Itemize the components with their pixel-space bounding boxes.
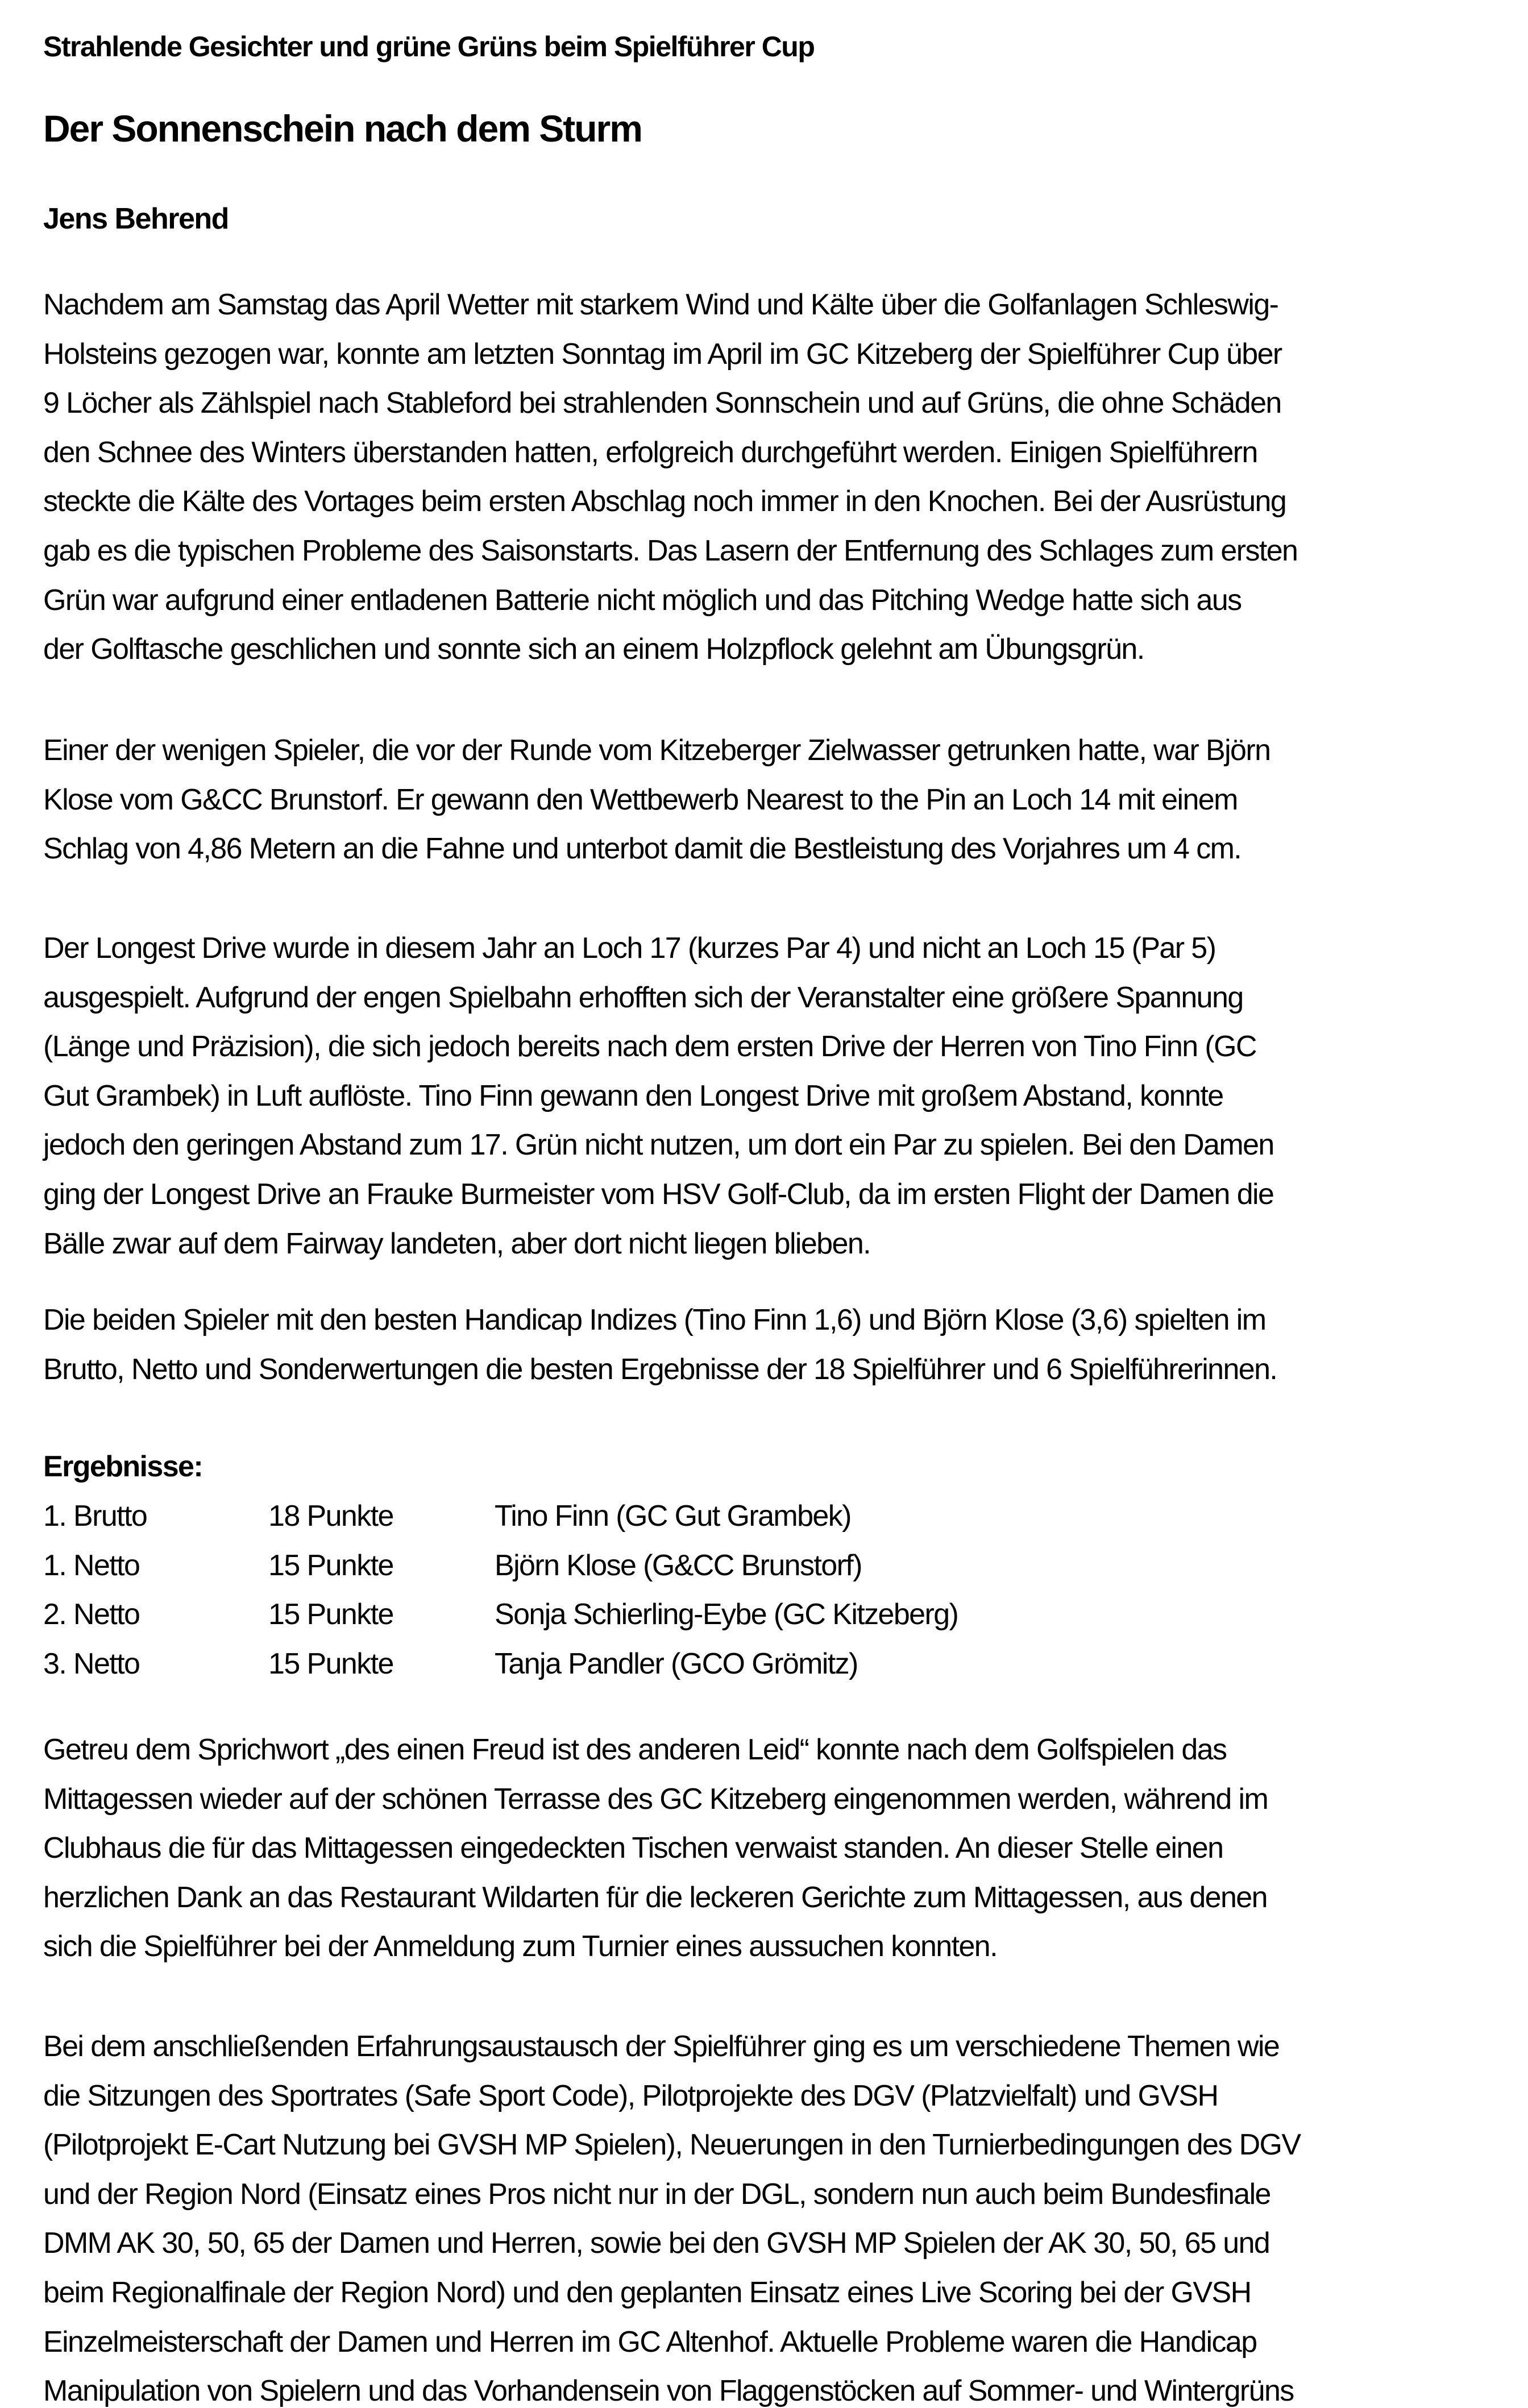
- paragraph-line: Clubhaus die für das Mittagessen eingedeckten Tischen verwaist standen. An dieser Stelle einen: [43, 1832, 1223, 1865]
- paragraph-line: (Pilotprojekt E-Cart Nutzung bei GVSH MP Spielen), Neuerungen in den Turnierbedingungen des DGV: [43, 2128, 1301, 2162]
- paragraph-line: Der Longest Drive wurde in diesem Jahr an Loch 17 (kurzes Par 4) und nicht an Loch 15 (Par 5): [43, 932, 1216, 965]
- paragraph-line: DMM AK 30, 50, 65 der Damen und Herren, sowie bei den GVSH MP Spielen der AK 30, 50, 65 und: [43, 2227, 1270, 2260]
- results-points: 15 Punkte: [268, 1598, 393, 1631]
- paragraph-line: Manipulation von Spielern und das Vorhandensein von Flaggenstöcken auf Sommer- und Wintergrüns: [43, 2374, 1294, 2408]
- paragraph-line: Getreu dem Sprichwort „des einen Freud ist des anderen Leid“ konnte nach dem Golfspielen das: [43, 1733, 1227, 1766]
- paragraph-line: herzlichen Dank an das Restaurant Wildarten für die leckeren Gerichte zum Mittagessen, aus denen: [43, 1880, 1267, 1914]
- paragraph-line: Bälle zwar auf dem Fairway landeten, aber dort nicht liegen blieben.: [43, 1227, 870, 1260]
- article-author: Jens Behrend: [43, 202, 229, 235]
- paragraph-line: Brutto, Netto und Sonderwertungen die besten Ergebnisse der 18 Spielführer und 6 Spielführerinnen.: [43, 1352, 1277, 1386]
- paragraph-line: den Schnee des Winters überstanden hatten, erfolgreich durchgeführt werden. Einigen Spielführern: [43, 435, 1257, 469]
- article-headline: Der Sonnenschein nach dem Sturm: [43, 107, 642, 150]
- results-place: 3. Netto: [43, 1647, 140, 1680]
- paragraph-line: Nachdem am Samstag das April Wetter mit starkem Wind und Kälte über die Golfanlagen Schleswig-: [43, 288, 1278, 321]
- paragraph-line: (Länge und Präzision), die sich jedoch bereits nach dem ersten Drive der Herren von Tino Finn (GC: [43, 1030, 1256, 1064]
- results-points: 18 Punkte: [268, 1500, 393, 1533]
- results-heading: Ergebnisse:: [43, 1450, 203, 1483]
- paragraph-line: jedoch den geringen Abstand zum 17. Grün nicht nutzen, um dort ein Par zu spielen. Bei den Damen: [43, 1128, 1274, 1162]
- paragraph-line: Bei dem anschließenden Erfahrungsaustausch der Spielführer ging es um verschiedene Themen wie: [43, 2030, 1280, 2063]
- results-player: Tino Finn (GC Gut Grambek): [495, 1500, 851, 1533]
- results-player: Tanja Pandler (GCO Grömitz): [495, 1647, 858, 1680]
- paragraph-line: beim Regionalfinale der Region Nord) und den geplanten Einsatz eines Live Scoring bei der GVSH: [43, 2276, 1251, 2309]
- paragraph-line: ausgespielt. Aufgrund der engen Spielbahn erhofften sich der Veranstalter eine größere Spannung: [43, 981, 1243, 1014]
- article-kicker: Strahlende Gesichter und grüne Grüns beim Spielführer Cup: [43, 31, 815, 63]
- results-player: Björn Klose (G&CC Brunstorf): [495, 1548, 862, 1582]
- paragraph-line: ging der Longest Drive an Frauke Burmeister vom HSV Golf-Club, da im ersten Flight der Damen die: [43, 1178, 1274, 1211]
- paragraph-line: Einzelmeisterschaft der Damen und Herren im GC Altenhof. Aktuelle Probleme waren die Handicap: [43, 2325, 1257, 2359]
- results-place: 1. Brutto: [43, 1500, 147, 1533]
- paragraph-line: 9 Löcher als Zählspiel nach Stableford bei strahlenden Sonnschein und auf Grüns, die ohne Schäden: [43, 387, 1281, 420]
- results-points: 15 Punkte: [268, 1647, 393, 1680]
- paragraph-line: Holsteins gezogen war, konnte am letzten Sonntag im April im GC Kitzeberg der Spielführer Cup über: [43, 337, 1282, 371]
- paragraph-line: Die beiden Spieler mit den besten Handicap Indizes (Tino Finn 1,6) und Björn Klose (3,6) spielten im: [43, 1303, 1266, 1336]
- paragraph-line: und der Region Nord (Einsatz eines Pros nicht nur in der DGL, sondern nun auch beim Bundesfinale: [43, 2177, 1270, 2211]
- paragraph-line: Gut Grambek) in Luft auflöste. Tino Finn gewann den Longest Drive mit großem Abstand, konnte: [43, 1079, 1223, 1112]
- paragraph-line: Mittagessen wieder auf der schönen Terrasse des GC Kitzeberg eingenommen werden, während im: [43, 1782, 1268, 1816]
- results-place: 1. Netto: [43, 1548, 140, 1582]
- paragraph-line: Schlag von 4,86 Metern an die Fahne und unterbot damit die Bestleistung des Vorjahres um 4 cm.: [43, 832, 1242, 866]
- paragraph-line: die Sitzungen des Sportrates (Safe Sport Code), Pilotprojekte des DGV (Platzvielfalt) und GVSH: [43, 2079, 1218, 2112]
- paragraph-line: sich die Spielführer bei der Anmeldung zum Turnier eines aussuchen konnten.: [43, 1930, 997, 1963]
- paragraph-line: der Golftasche geschlichen und sonnte sich an einem Holzpflock gelehnt am Übungsgrün.: [43, 633, 1144, 666]
- paragraph-line: steckte die Kälte des Vortages beim ersten Abschlag noch immer in den Knochen. Bei der Ausrüstung: [43, 485, 1286, 518]
- paragraph-line: Klose vom G&CC Brunstorf. Er gewann den Wettbewerb Nearest to the Pin an Loch 14 mit einem: [43, 783, 1238, 816]
- paragraph-line: Grün war aufgrund einer entladenen Batterie nicht möglich und das Pitching Wedge hatte sich aus: [43, 583, 1242, 617]
- paragraph-line: Einer der wenigen Spieler, die vor der Runde vom Kitzeberger Zielwasser getrunken hatte, war Björn: [43, 734, 1270, 767]
- results-place: 2. Netto: [43, 1598, 140, 1631]
- results-points: 15 Punkte: [268, 1548, 393, 1582]
- results-player: Sonja Schierling-Eybe (GC Kitzeberg): [495, 1598, 958, 1631]
- paragraph-line: gab es die typischen Probleme des Saisonstarts. Das Lasern der Entfernung des Schlages zum ersten: [43, 534, 1298, 567]
